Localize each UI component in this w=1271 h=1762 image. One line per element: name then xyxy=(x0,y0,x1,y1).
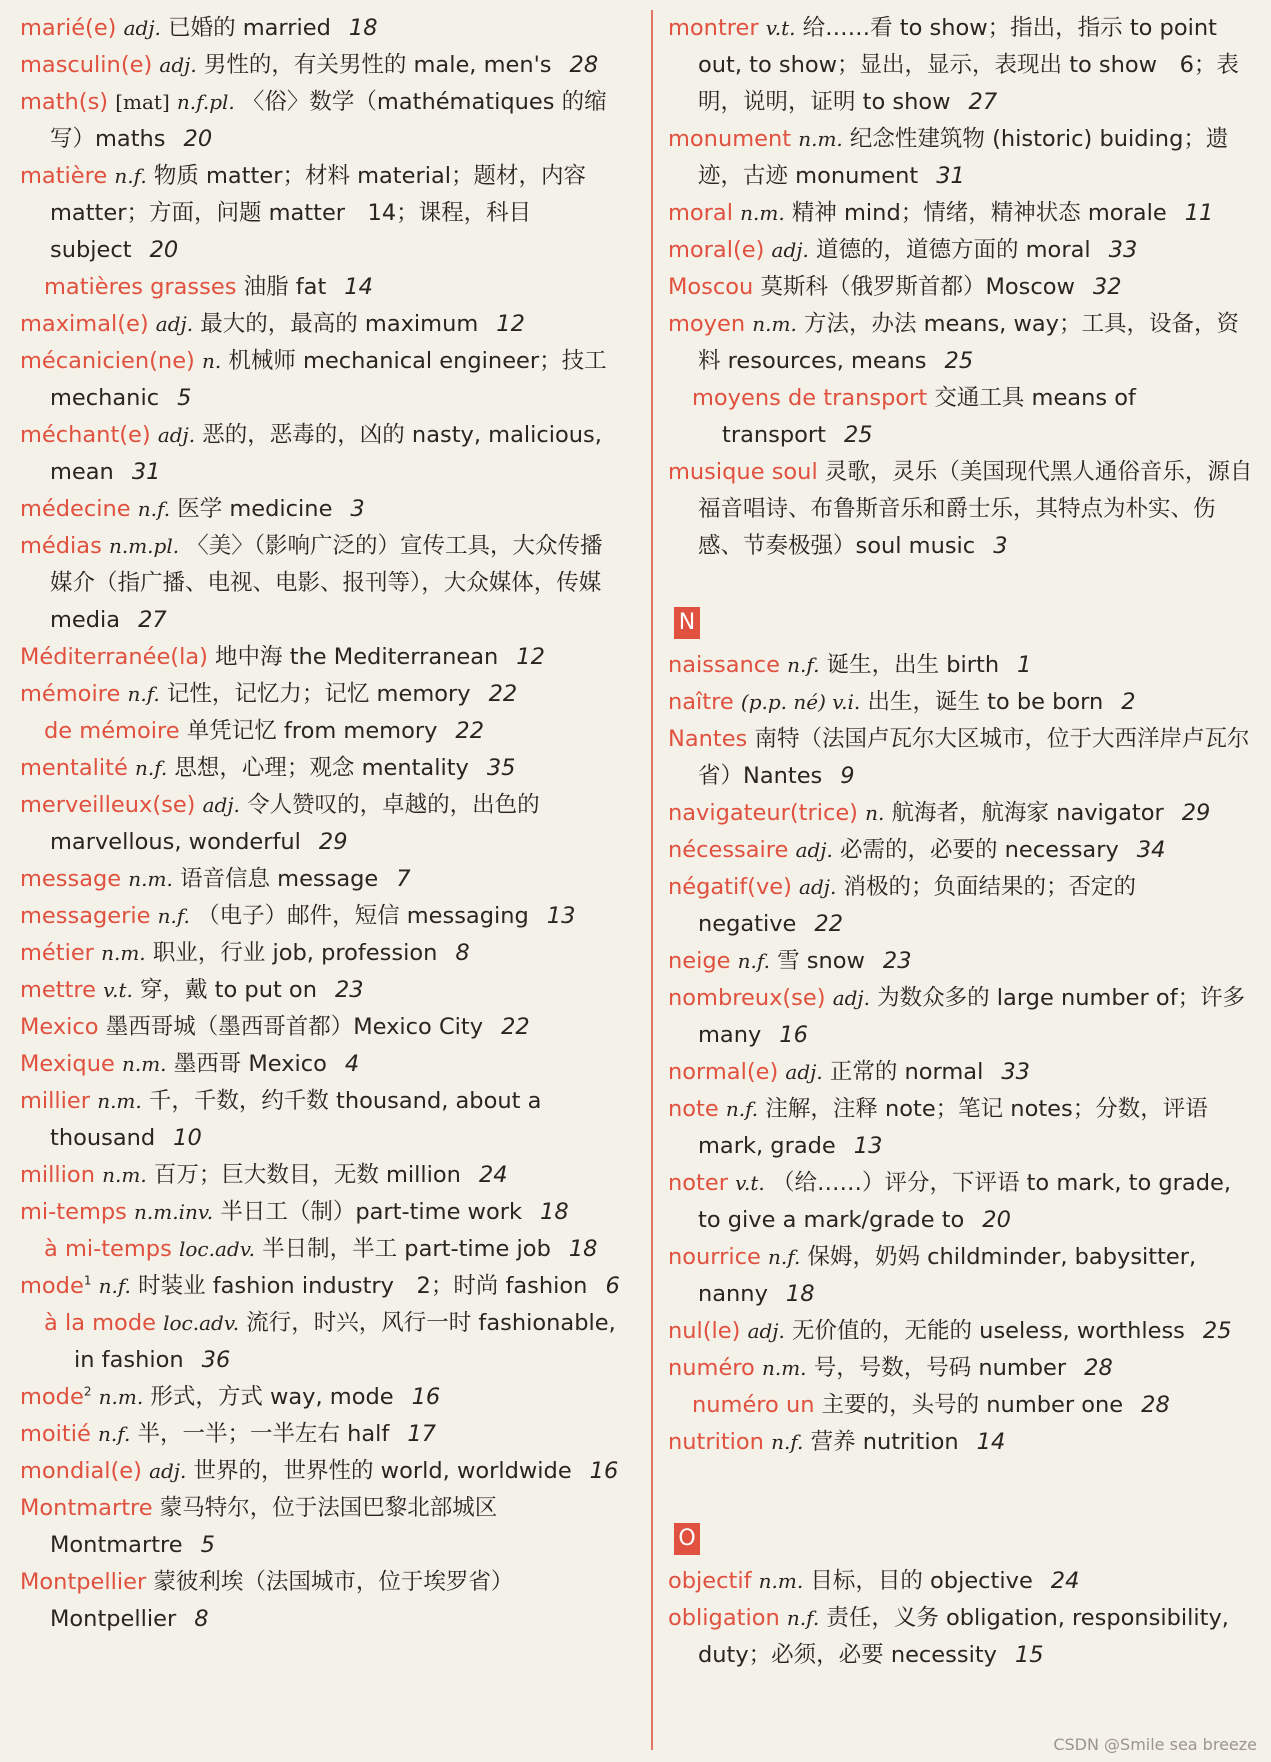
page-reference: 14 xyxy=(344,274,373,300)
page-reference: 6 xyxy=(605,1273,620,1299)
dictionary-entry xyxy=(20,1083,620,1157)
sub-entry xyxy=(668,1387,1258,1424)
definition: 半日工（制）part-time work xyxy=(220,1199,523,1225)
dictionary-entry xyxy=(20,1564,620,1638)
headword: moitié xyxy=(20,1421,91,1447)
headword: Mexico xyxy=(20,1014,99,1040)
dictionary-entry xyxy=(20,491,620,528)
page-reference: 5 xyxy=(200,1532,215,1558)
page-reference: 13 xyxy=(546,903,576,929)
headword: Mexique xyxy=(20,1051,115,1077)
page-reference: 1 xyxy=(1017,652,1032,678)
grammar-tag: adj. xyxy=(799,875,837,899)
sub-entry xyxy=(20,1231,620,1268)
grammar-tag: adj. xyxy=(771,238,809,262)
grammar-tag: adj. xyxy=(832,986,870,1010)
headword: Nantes xyxy=(668,726,748,752)
dictionary-entry xyxy=(668,647,1258,684)
headword: numéro xyxy=(668,1355,755,1381)
dictionary-entry xyxy=(20,1194,620,1231)
page-reference: 22 xyxy=(455,718,485,744)
section-o-header xyxy=(668,1505,1258,1563)
grammar-tag: n.m. xyxy=(97,1089,142,1113)
dictionary-entry xyxy=(20,84,620,158)
definition: 航海者，航海家 navigator xyxy=(891,800,1164,826)
page-reference: 32 xyxy=(1092,274,1122,300)
grammar-tag: n.f. xyxy=(98,1274,131,1298)
definition: 穿，戴 to put on xyxy=(140,977,317,1003)
headword: Méditerranée(la) xyxy=(20,644,208,670)
dictionary-entry xyxy=(668,1313,1258,1350)
headword: math(s) xyxy=(20,89,109,115)
headword: à la mode xyxy=(44,1310,156,1336)
definition: （给……）评分，下评语 to mark, to grade, to give a mark/grade to xyxy=(698,1170,1231,1233)
definition: 〈美〉（影响广泛的）宣传工具，大众传播媒介（指广播、电视、电影、报刊等），大众媒体，传媒 media xyxy=(50,533,603,633)
grammar-tag: n.m. xyxy=(121,1052,167,1076)
definition: 目标，目的 objective xyxy=(810,1568,1033,1594)
dictionary-entry xyxy=(20,47,620,84)
dictionary-entry xyxy=(20,787,620,861)
section-m-continued xyxy=(668,10,1258,565)
headword: masculin(e) xyxy=(20,52,153,78)
dictionary-entry xyxy=(20,935,620,972)
definition: 单凭记忆 from memory xyxy=(186,718,438,744)
dictionary-entry xyxy=(668,1165,1258,1239)
dictionary-entry xyxy=(668,269,1258,306)
dictionary-entry xyxy=(668,684,1258,721)
headword: millier xyxy=(20,1088,91,1114)
page-reference: 9 xyxy=(840,763,855,789)
headword: naître xyxy=(668,689,734,715)
headword: neige xyxy=(668,948,731,974)
definition: 出生，诞生 to be born xyxy=(867,689,1104,715)
definition: 思想，心理；观念 mentality xyxy=(174,755,469,781)
definition: 最大的，最高的 maximum xyxy=(200,311,479,337)
page-reference: 12 xyxy=(516,644,545,670)
headword: Moscou xyxy=(668,274,754,300)
grammar-tag: n.f.pl. xyxy=(176,90,235,114)
dictionary-entry xyxy=(668,869,1258,943)
headword: navigateur(trice) xyxy=(668,800,858,826)
headword: noter xyxy=(668,1170,728,1196)
definition: （电子）邮件，短信 messaging xyxy=(197,903,529,929)
dictionary-entry xyxy=(20,1268,620,1305)
dictionary-entry xyxy=(20,750,620,787)
dictionary-entry xyxy=(20,158,620,269)
page-reference: 25 xyxy=(944,348,974,374)
page-reference: 29 xyxy=(1181,800,1211,826)
dictionary-entry xyxy=(668,195,1258,232)
headword: méchant(e) xyxy=(20,422,151,448)
dictionary-entry xyxy=(668,832,1258,869)
definition: 形式，方式 way, mode xyxy=(150,1384,394,1410)
page-reference: 18 xyxy=(540,1199,569,1225)
grammar-tag: adj. xyxy=(202,793,240,817)
grammar-tag: n.m. xyxy=(798,127,843,151)
grammar-tag: n.f. xyxy=(127,682,160,706)
dictionary-entry xyxy=(668,1600,1258,1674)
page-reference: 17 xyxy=(407,1421,436,1447)
definition: 道德的，道德方面的 moral xyxy=(815,237,1091,263)
dictionary-entry xyxy=(20,306,620,343)
dictionary-entry xyxy=(20,417,620,491)
headword: Montpellier xyxy=(20,1569,147,1595)
definition: 医学 medicine xyxy=(177,496,333,522)
definition: 为数众多的 large number of；许多 many xyxy=(698,985,1246,1048)
dictionary-entry xyxy=(20,1157,620,1194)
page-reference: 11 xyxy=(1184,200,1214,226)
dictionary-entry xyxy=(20,1490,620,1564)
grammar-tag: adj. xyxy=(785,1060,823,1084)
headword: nourrice xyxy=(668,1244,761,1270)
dictionary-entry xyxy=(668,1239,1258,1313)
grammar-tag: loc.adv. xyxy=(178,1237,255,1261)
grammar-tag: n.f. xyxy=(134,756,168,780)
definition: 无价值的，无能的 useless, worthless xyxy=(792,1318,1185,1344)
dictionary-entry xyxy=(668,454,1258,565)
dictionary-entry xyxy=(668,1563,1258,1600)
headword: matières grasses xyxy=(44,274,237,300)
definition: 墨西哥城（墨西哥首都）Mexico City xyxy=(105,1014,484,1040)
definition: 责任，义务 obligation, responsibility, duty；必须，必要 necessity xyxy=(698,1605,1229,1668)
definition: 令人赞叹的，卓越的，出色的 marvellous, wonderful xyxy=(50,792,540,855)
dictionary-entry xyxy=(20,639,620,676)
grammar-tag: n.m. xyxy=(761,1356,807,1380)
definition: 营养 nutrition xyxy=(810,1429,959,1455)
grammar-tag: n.f. xyxy=(771,1430,804,1454)
sub-entry xyxy=(20,713,620,750)
headword: métier xyxy=(20,940,94,966)
definition: 正常的 normal xyxy=(829,1059,984,1085)
right-column xyxy=(668,10,1258,1674)
dictionary-entry xyxy=(20,898,620,935)
page-reference: 24 xyxy=(478,1162,508,1188)
headword: marié(e) xyxy=(20,15,117,41)
headword: mémoire xyxy=(20,681,121,707)
definition: 蒙马特尔，位于法国巴黎北部城区 Montmartre xyxy=(50,1495,498,1558)
headword: moral xyxy=(668,200,733,226)
page-reference: 18 xyxy=(785,1281,815,1307)
headword: messagerie xyxy=(20,903,151,929)
page-reference: 24 xyxy=(1050,1568,1080,1594)
dictionary-entry xyxy=(668,1424,1258,1461)
headword: nécessaire xyxy=(668,837,789,863)
headword: naissance xyxy=(668,652,781,678)
definition: 蒙彼利埃（法国城市，位于埃罗省）Montpellier xyxy=(50,1569,514,1632)
page-reference: 20 xyxy=(982,1207,1011,1233)
dictionary-entry xyxy=(20,676,620,713)
dictionary-entry xyxy=(668,795,1258,832)
definition: 方法，办法 means, way；工具，设备，资料 resources, means xyxy=(698,311,1239,374)
definition: 地中海 the Mediterranean xyxy=(215,644,499,670)
definition: 职业，行业 job, profession xyxy=(152,940,438,966)
grammar-tag: n.f. xyxy=(137,497,171,521)
headword: médias xyxy=(20,533,102,559)
definition: 莫斯科（俄罗斯首都）Moscow xyxy=(760,274,1075,300)
grammar-tag: n.m.inv. xyxy=(134,1200,214,1224)
page-reference: 13 xyxy=(853,1133,883,1159)
page-reference: 27 xyxy=(138,607,167,633)
grammar-tag: adj. xyxy=(795,838,833,862)
headword: nutrition xyxy=(668,1429,764,1455)
section-n-header xyxy=(668,589,1258,647)
definition: 主要的，头号的 number one xyxy=(821,1392,1124,1418)
page-reference: 8 xyxy=(455,940,470,966)
headword: Montmartre xyxy=(20,1495,153,1521)
headword: monument xyxy=(668,126,792,152)
definition: 诞生，出生 birth xyxy=(826,652,1000,678)
headword: numéro un xyxy=(692,1392,815,1418)
sub-entry xyxy=(20,269,620,306)
page-reference: 27 xyxy=(968,89,998,115)
page-reference: 25 xyxy=(1202,1318,1232,1344)
page-reference: 5 xyxy=(177,385,192,411)
grammar-tag: v.t. xyxy=(103,978,133,1002)
grammar-tag: adj. xyxy=(747,1319,785,1343)
headword: médecine xyxy=(20,496,131,522)
definition: 机械师 mechanical engineer；技工 mechanic xyxy=(50,348,607,411)
dictionary-entry xyxy=(668,980,1258,1054)
dictionary-entry xyxy=(20,972,620,1009)
headword: musique soul xyxy=(668,459,818,485)
page-reference: 18 xyxy=(348,15,378,41)
grammar-tag: adj. xyxy=(155,312,194,336)
definition: 消极的；负面结果的；否定的 negative xyxy=(698,874,1137,937)
headword: matière xyxy=(20,163,108,189)
definition: 男性的，有关男性的 male, men's xyxy=(203,52,552,78)
headword: maximal(e) xyxy=(20,311,149,337)
page-reference: 23 xyxy=(334,977,364,1003)
definition: 精神 mind；情绪，精神状态 morale xyxy=(791,200,1167,226)
definition: 语音信息 message xyxy=(180,866,379,892)
definition: 半日制，半工 part-time job xyxy=(262,1236,551,1262)
dictionary-entry xyxy=(20,1009,620,1046)
page-reference: 22 xyxy=(501,1014,530,1040)
page-reference: 28 xyxy=(1141,1392,1170,1418)
dictionary-entry xyxy=(668,1350,1258,1387)
definition: 流行，时兴，风行一时 fashionable, in fashion xyxy=(74,1310,616,1373)
grammar-tag: n.m. xyxy=(102,1163,147,1187)
page-reference: 31 xyxy=(131,459,161,485)
headword: mécanicien(ne) xyxy=(20,348,195,374)
dictionary-entry xyxy=(668,1054,1258,1091)
page-reference: 2 xyxy=(1121,689,1136,715)
grammar-tag: n.m. xyxy=(740,201,785,225)
page-reference: 28 xyxy=(569,52,599,78)
definition: 〈俗〉数学（mathématiques 的缩写）maths xyxy=(50,89,607,152)
page-reference: 23 xyxy=(882,948,912,974)
page-reference: 12 xyxy=(496,311,525,337)
headword: montrer xyxy=(668,15,759,41)
headword: normal(e) xyxy=(668,1059,779,1085)
grammar-tag: adj. xyxy=(123,16,161,40)
definition: 交通工具 means of transport xyxy=(722,385,1136,448)
grammar-tag: n.f. xyxy=(725,1097,759,1121)
dictionary-entry xyxy=(668,10,1258,121)
dictionary-entry xyxy=(668,121,1258,195)
headword: million xyxy=(20,1162,95,1188)
dictionary-entry xyxy=(668,1091,1258,1165)
definition: 恶的，恶毒的，凶的 nasty, malicious, mean xyxy=(50,422,602,485)
headword: mondial(e) xyxy=(20,1458,142,1484)
grammar-tag: v.t. xyxy=(735,1171,765,1195)
page-reference: 14 xyxy=(976,1429,1006,1455)
page-reference: 22 xyxy=(814,911,844,937)
dictionary-entry xyxy=(20,1453,620,1490)
grammar-tag: n.m. xyxy=(758,1569,804,1593)
definition: 雪 snow xyxy=(777,948,865,974)
definition: 给……看 to show；指出，指示 to point out, to show；显出，显示，表现出 to show 6；表明，说明，证明 to show xyxy=(698,15,1239,115)
page-reference: 10 xyxy=(173,1125,202,1151)
definition: 注解，注释 note；笔记 notes；分数，评语 mark, grade xyxy=(698,1096,1208,1159)
headword: moyen xyxy=(668,311,746,337)
grammar-tag: n.m. xyxy=(752,312,797,336)
page-reference: 22 xyxy=(488,681,518,707)
page-reference: 15 xyxy=(1014,1642,1044,1668)
definition: 油脂 fat xyxy=(243,274,327,300)
grammar-tag: n.m. xyxy=(98,1385,144,1409)
grammar-tag: adj. xyxy=(159,53,197,77)
headword: note xyxy=(668,1096,719,1122)
headword: message xyxy=(20,866,122,892)
grammar-tag: v.t. xyxy=(765,16,796,40)
sense-number: 1 xyxy=(83,1273,92,1288)
dictionary-entry xyxy=(668,232,1258,269)
dictionary-entry xyxy=(20,1046,620,1083)
grammar-tag: n.f. xyxy=(98,1422,131,1446)
grammar-tag: n. xyxy=(865,801,885,825)
definition: 保姆，奶妈 childminder, babysitter, nanny xyxy=(698,1244,1197,1307)
page-reference: 3 xyxy=(350,496,365,522)
dictionary-entry xyxy=(20,343,620,417)
definition: 号，号数，号码 number xyxy=(813,1355,1067,1381)
page-reference: 16 xyxy=(589,1458,619,1484)
definition: 记性，记忆力；记忆 memory xyxy=(166,681,471,707)
grammar-tag: n.f. xyxy=(786,1606,820,1630)
definition: 南特（法国卢瓦尔大区城市，位于大西洋岸卢瓦尔省）Nantes xyxy=(698,726,1250,789)
letter-o-badge: O xyxy=(674,1523,700,1555)
grammar-tag: adj. xyxy=(149,1459,187,1483)
dictionary-entry xyxy=(20,528,620,639)
page-reference: 4 xyxy=(344,1051,360,1077)
headword: mi-temps xyxy=(20,1199,127,1225)
definition: 百万；巨大数目，无数 million xyxy=(153,1162,461,1188)
sub-entry xyxy=(668,380,1258,454)
headword: mode xyxy=(20,1273,84,1299)
page-reference: 36 xyxy=(201,1347,231,1373)
page-reference: 3 xyxy=(993,533,1008,559)
grammar-tag: n. xyxy=(201,349,222,373)
dictionary-entry xyxy=(668,306,1258,380)
headword: mode xyxy=(20,1384,84,1410)
definition: 灵歌，灵乐（美国现代黑人通俗音乐，源自福音唱诗、布鲁斯音乐和爵士乐，其特点为朴实、伤感、节奏极强）soul music xyxy=(698,459,1253,559)
definition: 物质 matter；材料 material；题材，内容 matter；方面，问题 matter 14；课程，科目 subject xyxy=(50,163,587,263)
watermark: CSDN @Smile sea breeze xyxy=(1053,1735,1257,1754)
definition: 墨西哥 Mexico xyxy=(173,1051,327,1077)
headword: nul(le) xyxy=(668,1318,741,1344)
page-reference: 28 xyxy=(1084,1355,1113,1381)
headword: mentalité xyxy=(20,755,128,781)
grammar-tag: n.f. xyxy=(768,1245,801,1269)
grammar-tag: n.f. xyxy=(787,653,820,677)
page-reference: 34 xyxy=(1136,837,1166,863)
definition: 千，千数，约千数 thousand, about a thousand xyxy=(50,1088,542,1151)
headword: négatif(ve) xyxy=(668,874,792,900)
page-reference: 16 xyxy=(779,1022,808,1048)
dictionary-entry xyxy=(668,943,1258,980)
grammar-tag: (p.p. né) v.i. xyxy=(740,690,861,714)
letter-n-badge: N xyxy=(674,607,700,639)
definition: 必需的，必要的 necessary xyxy=(840,837,1119,863)
page-reference: 16 xyxy=(411,1384,441,1410)
sub-entry xyxy=(20,1305,620,1379)
grammar-tag: n.f. xyxy=(737,949,770,973)
page-reference: 20 xyxy=(183,126,213,152)
grammar-tag: n.m.pl. xyxy=(108,534,180,558)
dictionary-entry xyxy=(20,1379,620,1416)
definition: 纪念性建筑物 (historic) buiding；遗迹，古迹 monument xyxy=(698,126,1229,189)
headword: à mi-temps xyxy=(44,1236,172,1262)
grammar-tag: loc.adv. xyxy=(163,1311,240,1335)
page-reference: 33 xyxy=(1108,237,1138,263)
grammar-tag: n.f. xyxy=(114,164,147,188)
headword: obligation xyxy=(668,1605,780,1631)
dictionary-entry xyxy=(668,721,1258,795)
page-reference: 8 xyxy=(194,1606,209,1632)
grammar-tag: n.f. xyxy=(157,904,190,928)
page-reference: 20 xyxy=(149,237,179,263)
section-o xyxy=(668,1563,1258,1674)
headword: moyens de transport xyxy=(692,385,928,411)
page-reference: 33 xyxy=(1001,1059,1030,1085)
page-reference: 35 xyxy=(486,755,516,781)
dictionary-entry xyxy=(20,861,620,898)
dictionary-entry xyxy=(20,10,620,47)
definition: 世界的，世界性的 world, worldwide xyxy=(193,1458,572,1484)
definition: 时装业 fashion industry 2；时尚 fashion xyxy=(138,1273,588,1299)
page-reference: 18 xyxy=(568,1236,598,1262)
page-reference: 25 xyxy=(843,422,873,448)
page-reference: 29 xyxy=(318,829,348,855)
grammar-tag: adj. xyxy=(157,423,196,447)
headword: de mémoire xyxy=(44,718,180,744)
headword: moral(e) xyxy=(668,237,765,263)
grammar-tag: n.m. xyxy=(101,941,146,965)
headword: merveilleux(se) xyxy=(20,792,196,818)
headword: objectif xyxy=(668,1568,752,1594)
grammar-tag: n.m. xyxy=(128,867,173,891)
column-divider xyxy=(651,10,653,1750)
sense-number: 2 xyxy=(83,1384,92,1399)
page-reference: 31 xyxy=(936,163,965,189)
left-column xyxy=(20,10,620,1638)
pronunciation: [mat] xyxy=(115,90,170,114)
section-n xyxy=(668,647,1258,1461)
headword: nombreux(se) xyxy=(668,985,826,1011)
definition: 半，一半；一半左右 half xyxy=(137,1421,390,1447)
definition: 已婚的 married xyxy=(168,15,331,41)
headword: mettre xyxy=(20,977,97,1003)
page-reference: 7 xyxy=(396,866,411,892)
dictionary-entry xyxy=(20,1416,620,1453)
